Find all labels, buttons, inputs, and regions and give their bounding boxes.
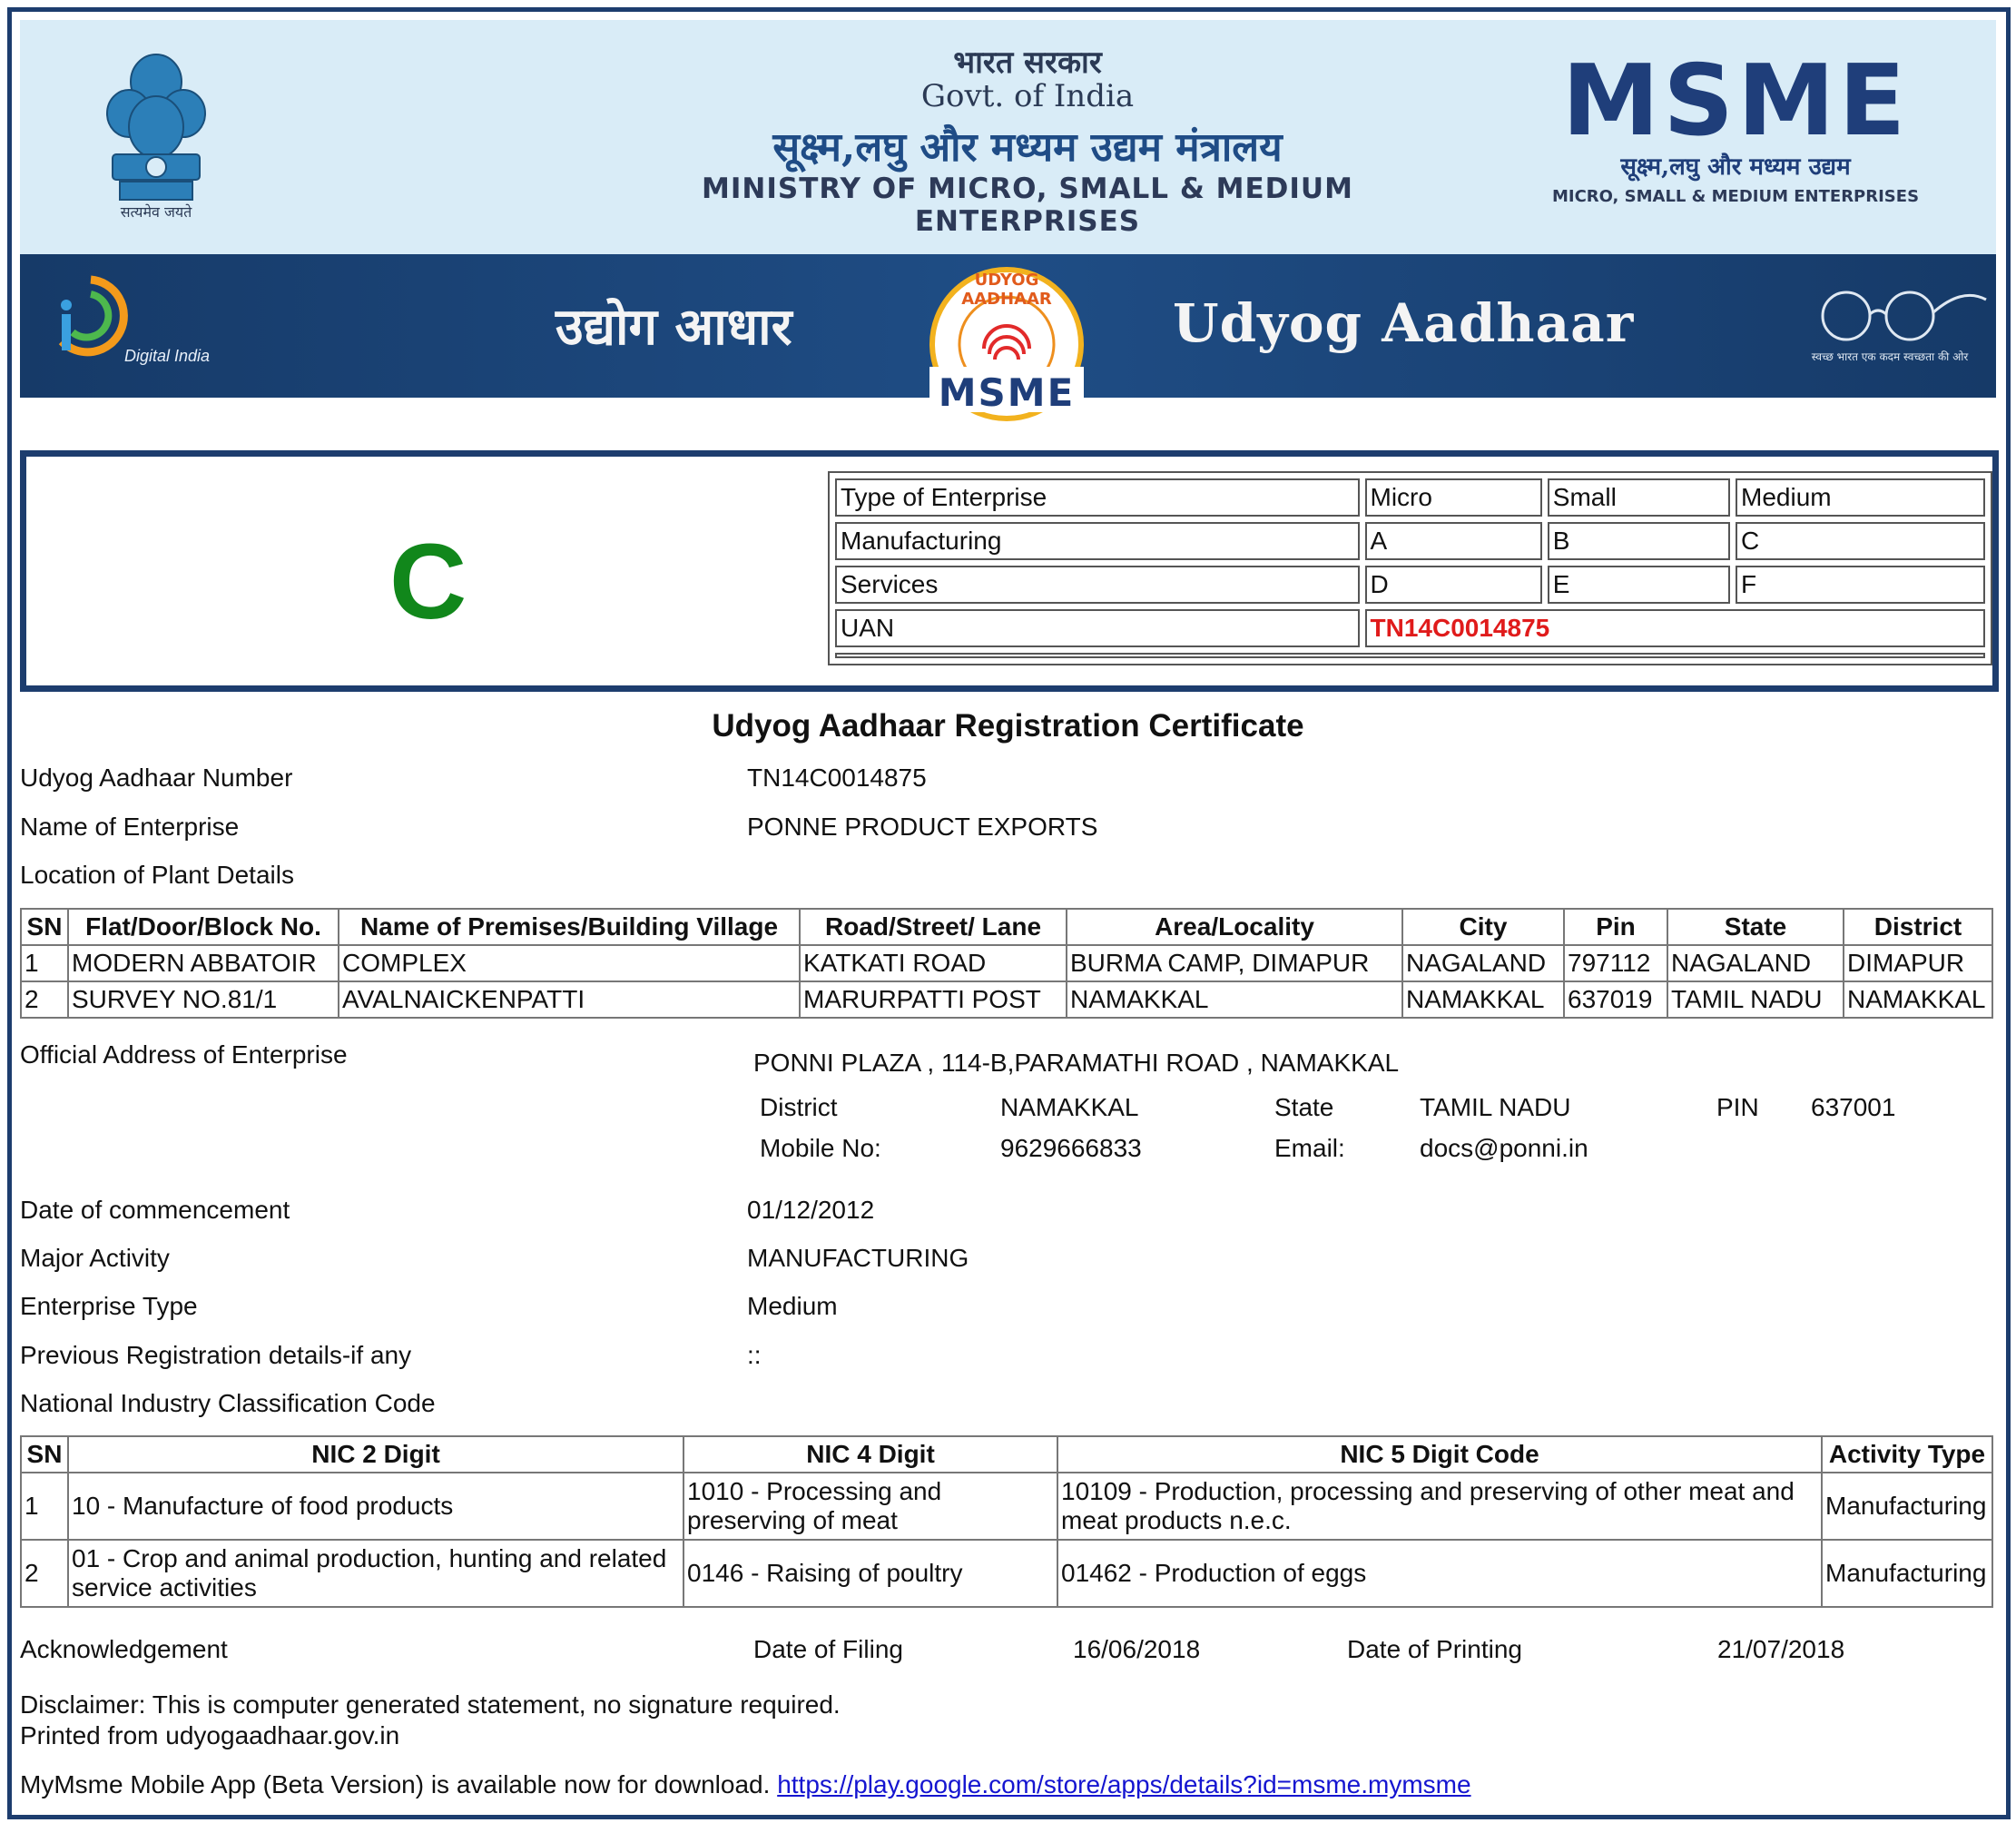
commencement-label: Date of commencement — [20, 1196, 290, 1224]
type-cell: B — [1548, 522, 1730, 560]
type-cell: D — [1365, 566, 1542, 604]
type-table-row — [835, 478, 1985, 517]
enterprise-type-table — [828, 471, 1992, 665]
type-cell: Medium — [1736, 478, 1985, 517]
nic-cell: 01 - Crop and animal production, hunting and related service activities — [68, 1540, 683, 1607]
previous-registration-value: :: — [747, 1341, 762, 1369]
nic-cell: Manufacturing — [1822, 1473, 1992, 1540]
plant-cell: 2 — [21, 981, 68, 1018]
nic-cell: 10109 - Production, processing and preserving of other meat and meat products n.e.c. — [1057, 1473, 1822, 1540]
district-label: District — [760, 1093, 838, 1121]
plant-cell: DIMAPUR — [1844, 945, 1992, 981]
type-table-spacer — [835, 653, 1985, 658]
plant-cell: 1 — [21, 945, 68, 981]
digital-india-logo-icon — [45, 271, 136, 361]
swachh-bharat-logo-icon — [1808, 281, 1990, 345]
filing-date-value: 16/06/2018 — [1073, 1635, 1201, 1663]
enterprise-type-label: Enterprise Type — [20, 1292, 198, 1320]
ministry-english: MINISTRY OF MICRO, SMALL & MEDIUM ENTERPRISES — [702, 172, 1353, 238]
printing-date-value: 21/07/2018 — [1717, 1635, 1845, 1663]
type-cell: C — [1736, 522, 1985, 560]
plant-cell: KATKATI ROAD — [800, 945, 1067, 981]
enterprise-type-value: Medium — [747, 1292, 838, 1320]
nic-cell: 0146 - Raising of poultry — [683, 1540, 1057, 1607]
plant-col-state: State — [1667, 909, 1844, 945]
uan-label-cell: UAN — [835, 609, 1360, 647]
plant-location-label: Location of Plant Details — [20, 861, 294, 889]
acknowledgement-label: Acknowledgement — [20, 1635, 228, 1663]
swachh-bharat-caption: स्वच्छ भारत एक कदम स्वच्छता की ओर — [1811, 350, 1969, 363]
uan-label: Udyog Aadhaar Number — [20, 764, 293, 792]
type-cell: Small — [1548, 478, 1730, 517]
plant-cell: MARURPATTI POST — [800, 981, 1067, 1018]
nic-cell: 10 - Manufacture of food products — [68, 1473, 683, 1540]
header-udyog-band — [20, 254, 1996, 415]
nic-cell: Manufacturing — [1822, 1540, 1992, 1607]
govt-hindi: भारत सरकार — [953, 44, 1102, 81]
type-table-row — [835, 609, 1985, 647]
email-label: Email: — [1274, 1134, 1345, 1162]
plant-location-table — [20, 908, 1993, 1019]
nic-col-5digit: NIC 5 Digit Code — [1057, 1436, 1822, 1473]
plant-cell: BURMA CAMP, DIMAPUR — [1067, 945, 1402, 981]
official-address-value: PONNI PLAZA , 114-B,PARAMATHI ROAD , NAMAKKAL — [753, 1049, 1400, 1077]
plant-cell: SURVEY NO.81/1 — [68, 981, 339, 1018]
printing-date-label: Date of Printing — [1347, 1635, 1522, 1663]
type-cell: F — [1736, 566, 1985, 604]
plant-cell: 797112 — [1564, 945, 1667, 981]
nic-col-2digit: NIC 2 Digit — [68, 1436, 683, 1473]
nic-cell: 01462 - Production of eggs — [1057, 1540, 1822, 1607]
nic-cell: 1010 - Processing and preserving of meat — [683, 1473, 1057, 1540]
disclaimer-text: Disclaimer: This is computer generated statement, no signature required. — [20, 1690, 841, 1719]
plant-cell: NAGALAND — [1667, 945, 1844, 981]
table-row — [21, 945, 1992, 981]
mobile-app-link[interactable]: https://play.google.com/store/apps/details?id=msme.mymsme — [777, 1770, 1471, 1798]
uan-value: TN14C0014875 — [747, 764, 927, 792]
pin-label: PIN — [1716, 1093, 1759, 1121]
printed-from-text: Printed from udyogaadhaar.gov.in — [20, 1721, 400, 1749]
plant-col-city: City — [1402, 909, 1564, 945]
type-cell: E — [1548, 566, 1730, 604]
plant-col-area: Area/Locality — [1067, 909, 1402, 945]
official-address-label: Official Address of Enterprise — [20, 1040, 348, 1069]
plant-col-premises: Name of Premises/Building Village — [339, 909, 800, 945]
nic-col-4digit: NIC 4 Digit — [683, 1436, 1057, 1473]
table-row — [21, 981, 1992, 1018]
digital-india-label: Digital India — [124, 347, 211, 365]
mobile-app-line — [20, 1770, 1471, 1799]
udyog-aadhaar-hindi: उद्योग आधार — [556, 297, 792, 357]
seal-msme-text: MSME — [938, 370, 1076, 415]
plant-col-pin: Pin — [1564, 909, 1667, 945]
type-cell: Services — [835, 566, 1360, 604]
plant-col-sn: SN — [21, 909, 68, 945]
header-top-banner — [20, 20, 1996, 254]
type-cell: Micro — [1365, 478, 1542, 517]
type-table-spacer-row — [835, 653, 1985, 658]
plant-cell: 637019 — [1564, 981, 1667, 1018]
type-cell: Manufacturing — [835, 522, 1360, 560]
plant-cell: MODERN ABBATOIR — [68, 945, 339, 981]
plant-cell: NAMAKKAL — [1844, 981, 1992, 1018]
seal-ring-text: UDYOG AADHAAR — [961, 271, 1052, 309]
emblem-caption: सत्यमेव जयते — [120, 203, 192, 221]
plant-cell: NAMAKKAL — [1402, 981, 1564, 1018]
plant-cell: NAGALAND — [1402, 945, 1564, 981]
nic-col-activity: Activity Type — [1822, 1436, 1992, 1473]
type-cell: A — [1365, 522, 1542, 560]
mobile-app-text: MyMsme Mobile App (Beta Version) is available now for download. — [20, 1770, 771, 1798]
mobile-label: Mobile No: — [760, 1134, 881, 1162]
nic-col-sn: SN — [21, 1436, 68, 1473]
enterprise-name-value: PONNE PRODUCT EXPORTS — [747, 813, 1098, 841]
enterprise-type-panel — [20, 450, 1999, 692]
email-value: docs@ponni.in — [1420, 1134, 1588, 1162]
plant-cell: NAMAKKAL — [1067, 981, 1402, 1018]
nic-table-header-row — [21, 1436, 1992, 1473]
type-cell: Type of Enterprise — [835, 478, 1360, 517]
district-value: NAMAKKAL — [1000, 1093, 1139, 1121]
plant-table-header-row — [21, 909, 1992, 945]
plant-cell: COMPLEX — [339, 945, 800, 981]
table-row — [21, 1540, 1992, 1607]
state-label: State — [1274, 1093, 1334, 1121]
previous-registration-label: Previous Registration details-if any — [20, 1341, 412, 1369]
uan-value-cell: TN14C0014875 — [1365, 609, 1985, 647]
type-table-row — [835, 566, 1985, 604]
nic-cell: 2 — [21, 1540, 68, 1607]
commencement-value: 01/12/2012 — [747, 1196, 875, 1224]
nic-label: National Industry Classification Code — [20, 1389, 436, 1417]
msme-logo-english: MICRO, SMALL & MEDIUM ENTERPRISES — [1551, 187, 1920, 206]
mobile-value: 9629666833 — [1000, 1134, 1142, 1162]
udyog-aadhaar-english: Udyog Aadhaar — [1173, 292, 1635, 354]
plant-cell: TAMIL NADU — [1667, 981, 1844, 1018]
plant-cell: AVALNAICKENPATTI — [339, 981, 800, 1018]
nic-table — [20, 1435, 1993, 1608]
table-row — [21, 1473, 1992, 1540]
msme-logo-icon: MSME — [1561, 44, 1910, 158]
filing-date-label: Date of Filing — [753, 1635, 903, 1663]
plant-col-district: District — [1844, 909, 1992, 945]
major-activity-value: MANUFACTURING — [747, 1244, 969, 1272]
major-activity-label: Major Activity — [20, 1244, 170, 1272]
plant-col-road: Road/Street/ Lane — [800, 909, 1067, 945]
enterprise-name-label: Name of Enterprise — [20, 813, 240, 841]
govt-english: Govt. of India — [920, 78, 1135, 114]
state-value: TAMIL NADU — [1420, 1093, 1571, 1121]
type-table-row — [835, 522, 1985, 560]
msme-logo-hindi: सूक्ष्म,लघु और मध्यम उद्यम — [1620, 153, 1851, 181]
enterprise-category-letter: C — [389, 522, 467, 642]
pin-value: 637001 — [1811, 1093, 1896, 1121]
certificate-title: Udyog Aadhaar Registration Certificate — [712, 708, 1304, 744]
ministry-hindi: सूक्ष्म,लघु और मध्यम उद्यम मंत्रालय — [772, 124, 1283, 171]
plant-col-flat: Flat/Door/Block No. — [68, 909, 339, 945]
nic-cell: 1 — [21, 1473, 68, 1540]
